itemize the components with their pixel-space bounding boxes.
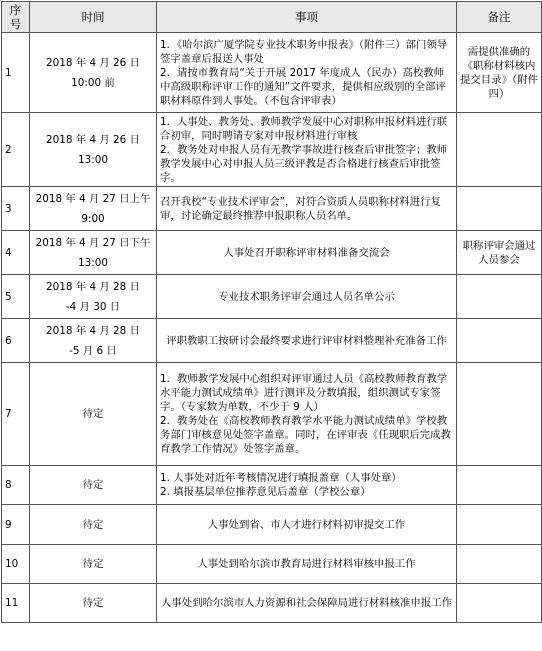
item-line: 1．人事处、教务处、教师教学发展中心对职称申报材料进行联合初审，同时聘请专家对申报材料进行审核 bbox=[160, 115, 448, 142]
table-row bbox=[2, 545, 542, 584]
item-line: 1．《哈尔滨广厦学院专业技术职务申报表》（附件三）部门领导签字盖章后报送人事处 bbox=[160, 38, 448, 65]
table-row bbox=[2, 187, 542, 231]
row-number: 3 bbox=[2, 187, 30, 231]
row-time bbox=[30, 319, 157, 363]
row-note bbox=[457, 545, 542, 584]
row-note bbox=[457, 113, 542, 187]
row-note bbox=[457, 584, 542, 623]
time-line: 9:00 bbox=[81, 212, 105, 225]
time-line: 2018 年 4 月 26 日 bbox=[46, 133, 140, 146]
header-item: 事项 bbox=[157, 2, 457, 33]
row-number: 9 bbox=[2, 505, 30, 545]
table-row bbox=[2, 466, 542, 505]
row-note bbox=[457, 363, 542, 466]
item-line: 2. 填报基层单位推荐意见后盖章（学校公章） bbox=[160, 486, 371, 498]
time-line: 待定 bbox=[82, 597, 104, 609]
row-note: 需提供准确的《职称材料核内提交目录》（附件四） bbox=[457, 33, 542, 113]
row-number: 8 bbox=[2, 466, 30, 505]
row-number: 11 bbox=[2, 584, 30, 623]
row-note bbox=[457, 505, 542, 545]
row-number: 6 bbox=[2, 319, 30, 363]
item-line: 2．教务处对申报人员有无教学事故进行核查后审批签字；教师教学发展中心对申报人员三级评教是否合格进行核查后审批签字。 bbox=[160, 143, 448, 184]
row-time bbox=[30, 33, 157, 113]
header-num: 序号 bbox=[2, 2, 30, 33]
row-time bbox=[30, 231, 157, 275]
item-line: 评职教职工按研讨会最终要求进行评审材料整理补充准备工作 bbox=[166, 334, 447, 347]
item-line: 1．教师教学发展中心组织对评审通过人员《高校教师教育教学水平能力测试成绩单》进行测评及分数填报，组织测试专家签字。（专家数为单数，不少于 9 人） bbox=[160, 373, 448, 413]
row-note bbox=[457, 466, 542, 505]
time-line: 2018 年 4 月 26 日 bbox=[46, 56, 140, 69]
table-body bbox=[2, 33, 542, 623]
item-line: 人事处到省、市人才进行材料初审提交工作 bbox=[207, 518, 406, 531]
time-line: -5 月 6 日 bbox=[69, 344, 117, 357]
time-line: 待定 bbox=[82, 408, 104, 420]
row-number: 5 bbox=[2, 275, 30, 319]
row-number: 10 bbox=[2, 545, 30, 584]
header-note: 备注 bbox=[457, 2, 542, 33]
table-row bbox=[2, 33, 542, 113]
table-row bbox=[2, 275, 542, 319]
item-line: 1. 人事处对近年考核情况进行填报盖章（人事处章） bbox=[160, 472, 402, 484]
table-row bbox=[2, 363, 542, 466]
row-item bbox=[157, 584, 457, 623]
row-note bbox=[457, 187, 542, 231]
item-line: 召开我校“专业技术评审会”，对符合资质人员职称材料进行复审，讨论确定最终推荐申报职称人员名单。 bbox=[160, 195, 441, 222]
row-item bbox=[157, 113, 457, 187]
schedule-table bbox=[1, 1, 542, 623]
row-item bbox=[157, 363, 457, 466]
row-number: 7 bbox=[2, 363, 30, 466]
time-line: 2018 年 4 月 28 日 bbox=[46, 324, 140, 337]
row-time bbox=[30, 466, 157, 505]
item-line: 2．教务处在《高校教师教育教学水平能力测试成绩单》学校教务部门审核意见处签字盖章。同时，在评审表《任现职后完成教育教学工作情况》处签字盖章。 bbox=[160, 415, 451, 455]
time-line: 13:00 bbox=[78, 256, 108, 269]
time-line: 2018 年 4 月 27 日下午 bbox=[35, 236, 151, 249]
row-note: 职称评审会通过人员参会 bbox=[457, 231, 542, 275]
time-line: 13:00 bbox=[78, 153, 108, 166]
time-line: 待定 bbox=[82, 518, 104, 531]
table-row bbox=[2, 319, 542, 363]
time-line: 2018 年 4 月 27 日上午 bbox=[35, 192, 151, 205]
row-item bbox=[157, 33, 457, 113]
item-line: 专业技术职务评审会通过人员名单公示 bbox=[218, 290, 395, 303]
table-row bbox=[2, 113, 542, 187]
row-number: 1 bbox=[2, 33, 30, 113]
table-row bbox=[2, 231, 542, 275]
row-number: 2 bbox=[2, 113, 30, 187]
row-note bbox=[457, 319, 542, 363]
row-time bbox=[30, 545, 157, 584]
time-line: 10:00 前 bbox=[71, 76, 115, 89]
row-item bbox=[157, 545, 457, 584]
time-line: -4 月 30 日 bbox=[65, 300, 121, 313]
time-line: 2018 年 4 月 28 日 bbox=[46, 280, 140, 293]
row-time bbox=[30, 584, 157, 623]
row-time bbox=[30, 275, 157, 319]
row-time bbox=[30, 505, 157, 545]
row-time bbox=[30, 187, 157, 231]
header-time: 时间 bbox=[30, 2, 157, 33]
row-item bbox=[157, 466, 457, 505]
table-row bbox=[2, 584, 542, 623]
row-time bbox=[30, 113, 157, 187]
time-line: 待定 bbox=[82, 558, 104, 570]
item-line: 人事处到哈尔滨市教育局进行材料审核申报工作 bbox=[197, 558, 416, 570]
row-item bbox=[157, 319, 457, 363]
row-number: 4 bbox=[2, 231, 30, 275]
table-header-row bbox=[2, 2, 542, 33]
row-item bbox=[157, 275, 457, 319]
table-row bbox=[2, 505, 542, 545]
item-line: 2．请按市教育局“关于开展 2017 年度成人（民办）高校教师中高级职称评审工作的通知”文件要求，提供相应级别的全部评职材料原件到人事处。（不包含评审表） bbox=[160, 66, 446, 107]
row-item bbox=[157, 187, 457, 231]
row-note bbox=[457, 275, 542, 319]
item-line: 人事处到哈尔滨市人力资源和社会保障局进行材料核准申报工作 bbox=[161, 597, 452, 609]
row-item bbox=[157, 505, 457, 545]
row-item bbox=[157, 231, 457, 275]
row-time bbox=[30, 363, 157, 466]
item-line: 人事处召开职称评审材料准备交流会 bbox=[223, 246, 390, 259]
time-line: 待定 bbox=[82, 479, 104, 491]
